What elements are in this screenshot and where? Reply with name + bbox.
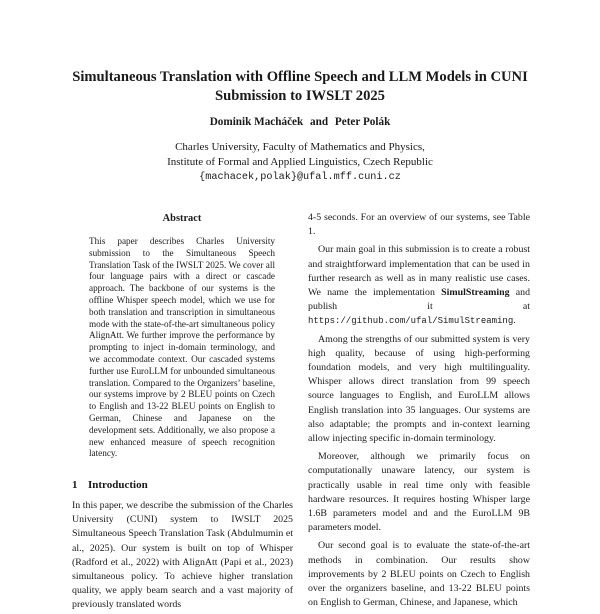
right-column [308, 211, 530, 614]
body-paragraph: Our second goal is to evaluate the state-of-the-art methods in combination. Our results show improvements by 2 BLEU points on Czech to English over the organizers baseline, and 13-22 BLEU points on English to German, Chinese, and Japanese, which [308, 540, 530, 609]
affiliation-line-1: Charles University, Faculty of Mathematics and Physics, [175, 141, 425, 153]
abstract-heading: Abstract [162, 213, 202, 224]
body-paragraph: 4-5 seconds. For an overview of our systems, see Table 1. [308, 212, 530, 238]
introduction-paragraph: In this paper, we describe the submission of the Charles University (CUNI) system to IWSLT 2025 Simultaneous Speech Translation Task (Abdulmumin et al., 2025). Our system is built on top of Whisper (Radford et al., 2022) with AlignAtt (Papi et al., 2023) simultaneous policy. To achieve higher translation quality, we apply beam search and a vast majority of previously translated words [72, 500, 293, 611]
section-heading-introduction [72, 479, 302, 491]
author-email: {machacek,polak}@ufal.mff.cuni.cz [199, 172, 401, 183]
paragraph-text: and publish it at [308, 287, 531, 313]
author-list [40, 116, 560, 128]
paper-title [40, 68, 560, 106]
body-paragraph: Moreover, although we primarily focus on computationally unaware latency, our system is practically usable in real time only with feasible hardware resources. It requires hosting Whisper large 1.6B parameters model and and the EuroLLM 9B parameters model. [308, 451, 530, 534]
author-name: Dominik Macháček [209, 116, 304, 128]
body-paragraph: Among the strengths of our submitted system is very high quality, because of using high-performing foundation models, and very high multilinguality. Whisper allows direct translation from 99 speech source languages to English, and EuroLLM allows English translation into 35 languages. Our systems are also adaptable; the prompts and in-context learning allow injecting specific in-domain terminology. [308, 333, 530, 445]
body-paragraph [308, 243, 530, 328]
paper-title-line-1: Simultaneous Translation with Offline Speech and LLM Models in CUNI [72, 69, 528, 85]
paragraph-text: . [513, 315, 516, 327]
affiliation-block [40, 140, 560, 185]
system-name: SimulStreaming [441, 287, 510, 299]
paper-title-line-2: Submission to IWSLT 2025 [215, 88, 385, 104]
author-name: Peter Polák [334, 116, 391, 128]
section-title: Introduction [88, 479, 148, 491]
affiliation-line-2: Institute of Formal and Applied Linguistics, Czech Republic [167, 156, 433, 168]
abstract-text: This paper describes Charles University submission to the Simultaneous Speech Translation Task of the IWSLT 2025. We cover all four language pairs with a direct or cascade approach. The backbone of our systems is the offline Whisper speech model, which we use for both translation and transcription in simultaneous mode with the state-of-the-art simultaneous policy AlignAtt. We further improve the performance by prompting to inject in-domain terminology, and we accommodate context. Our cascaded systems further use EuroLLM for unbounded simultaneous translation. Compared to the Organizers’ baseline, our systems improve by 2 BLEU points on Czech to English and 13-22 BLEU points on English to German, Chinese and Japanese on the development sets. Additionally, we also propose a new enhanced measure of speech recognition latency. [89, 236, 276, 459]
repository-link[interactable]: https://github.com/ufal/SimulStreaming [308, 316, 514, 327]
author-conjunction: and [310, 116, 329, 128]
section-number: 1 [72, 479, 78, 491]
paragraph-text: Our main goal in this submission is to create a robust and straightforward implementation that can be used in further research as well as in many realistic use cases. We name the implementation [308, 244, 530, 299]
